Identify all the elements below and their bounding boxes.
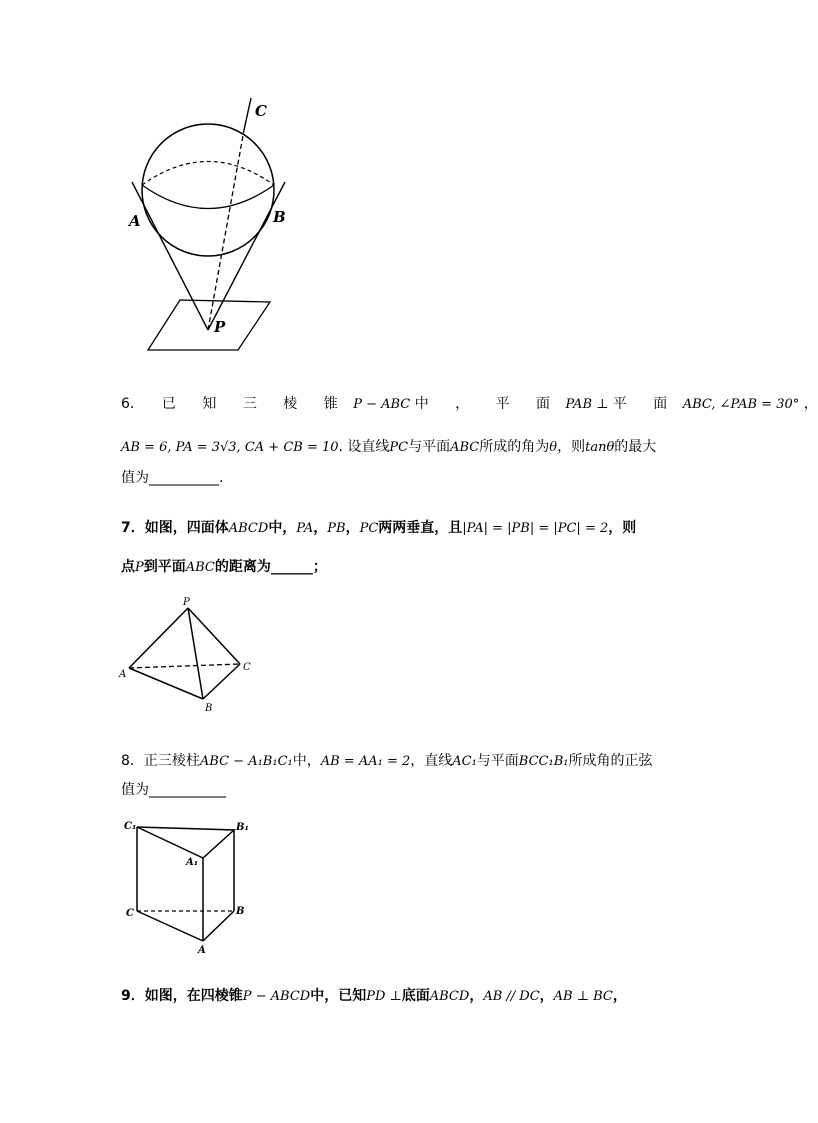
q6-line-1 (121, 393, 818, 413)
label-b1: B₁ (236, 822, 249, 833)
q9-text-1: 9．如图，在四棱锥 (121, 988, 243, 1004)
q7-math-2: PA (296, 521, 314, 536)
label-c: C (255, 102, 267, 120)
q6-line-3 (121, 467, 223, 487)
q8-text-6: 值为___________ (121, 782, 226, 798)
q6-math-2: PAB ⊥ (565, 397, 609, 412)
label-c: C (126, 908, 134, 919)
q9-math-3: ABCD (429, 989, 470, 1004)
q8-math-4: BCC₁B₁ (518, 754, 569, 769)
q6-math-5: PC (389, 440, 409, 455)
q7-text-8: 到平面 (143, 559, 186, 575)
q8-math-1: ABC − A₁B₁C₁ (199, 754, 293, 769)
q9-math-1: P − ABCD (242, 989, 311, 1004)
label-b: B (205, 703, 213, 714)
q9-text-2: 中，已知 (310, 988, 367, 1004)
figure-prism (115, 815, 255, 955)
label-a: A (198, 945, 206, 956)
q6-text-7: 所成的角为 (479, 439, 550, 455)
q7-text-4: ， (345, 520, 360, 536)
q6-math-3: ABC, ∠PAB = 30° (682, 397, 800, 412)
q6-math-6: ABC (450, 440, 480, 455)
q9-math-5: AB ⊥ BC (553, 989, 613, 1004)
line-pc-dashed (208, 130, 244, 330)
q7-text-9: 的距离为______； (214, 559, 327, 575)
edge-bc (203, 664, 240, 699)
label-c1: C₁ (124, 821, 137, 832)
figure-tetrahedron (115, 595, 265, 717)
q9-line-1 (121, 985, 627, 1005)
label-b: B (273, 208, 286, 226)
q7-text-5: 两两垂直，且 (378, 520, 463, 536)
label-a: A (119, 669, 127, 680)
q7-math-5: |PA| = |PB| = |PC| = 2 (462, 521, 609, 536)
q6-text-9: 的最大 (614, 439, 657, 455)
q8-math-3: AC₁ (452, 754, 477, 769)
q6-math-8: tanθ (585, 440, 615, 455)
q6-text-10: 值为__________. (121, 470, 224, 486)
q6-text-8: ，则 (557, 439, 586, 455)
q6-text-2: 中 ， 平 面 (414, 396, 562, 412)
base-plane (148, 300, 270, 350)
sphere-equator-back (142, 162, 274, 186)
sphere (142, 124, 274, 256)
q6-text-6: 与平面 (408, 439, 451, 455)
q7-text-3: ， (313, 520, 328, 536)
q9-math-4: AB // DC (483, 989, 540, 1004)
cone-edge-right (208, 182, 285, 330)
q7-text-2: 中， (268, 520, 297, 536)
q7-line-1 (121, 517, 636, 537)
q8-text-2: 中， (292, 753, 321, 769)
q7-math-6: P (135, 560, 144, 575)
q8-text-5: 所成角的正弦 (568, 753, 653, 769)
label-p: P (214, 318, 226, 336)
top-face (137, 827, 234, 858)
q7-math-4: PC (359, 521, 379, 536)
q6-line-2 (121, 436, 656, 456)
q9-text-4: ， (469, 988, 484, 1004)
cone-edge-left (132, 182, 208, 330)
q8-text-1: 8．正三棱柱 (121, 753, 200, 769)
q7-line-2 (121, 556, 327, 576)
q7-math-1: ABCD (228, 521, 269, 536)
q6-text-5: . 设直线 (338, 439, 390, 455)
edge-ab (203, 911, 234, 941)
sphere-equator-front (142, 185, 274, 209)
edge-ab (129, 668, 203, 699)
edge-ac-dashed (129, 664, 240, 668)
label-c: C (243, 662, 251, 673)
q6-text-1: 已 知 三 棱 锥 (161, 396, 349, 412)
q6-number: 6． (121, 396, 144, 412)
q9-text-5: ， (539, 988, 554, 1004)
line-pc-solid (244, 98, 251, 130)
edge-pa (129, 608, 188, 668)
q8-text-4: 与平面 (476, 753, 519, 769)
q6-math-7: θ (549, 440, 558, 455)
q6-math-1: P − ABC (353, 397, 411, 412)
q6-text-3: 平 面 (612, 396, 679, 412)
q9-math-2: PD ⊥ (366, 989, 402, 1004)
q8-text-3: ，直线 (410, 753, 453, 769)
figure-sphere-cone (125, 95, 295, 357)
q6-math-4: AB = 6, PA = 3√3, CA + CB = 10 (121, 440, 339, 455)
q6-text-4: ， (803, 396, 818, 412)
q8-line-1 (121, 750, 652, 770)
q7-math-3: PB (327, 521, 346, 536)
q8-line-2 (121, 779, 226, 799)
label-a1: A₁ (186, 857, 199, 868)
label-p: P (183, 597, 190, 608)
q7-text-1: 7．如图，四面体 (121, 520, 229, 536)
q7-math-7: ABC (185, 560, 215, 575)
q9-text-3: 底面 (401, 988, 430, 1004)
edge-ca (137, 911, 203, 941)
q9-text-6: ， (612, 988, 627, 1004)
label-a: A (129, 212, 141, 230)
q7-text-7: 点 (121, 559, 135, 575)
label-b: B (236, 906, 245, 917)
q8-math-2: AB = AA₁ = 2 (320, 754, 411, 769)
q7-text-6: ，则 (608, 520, 637, 536)
